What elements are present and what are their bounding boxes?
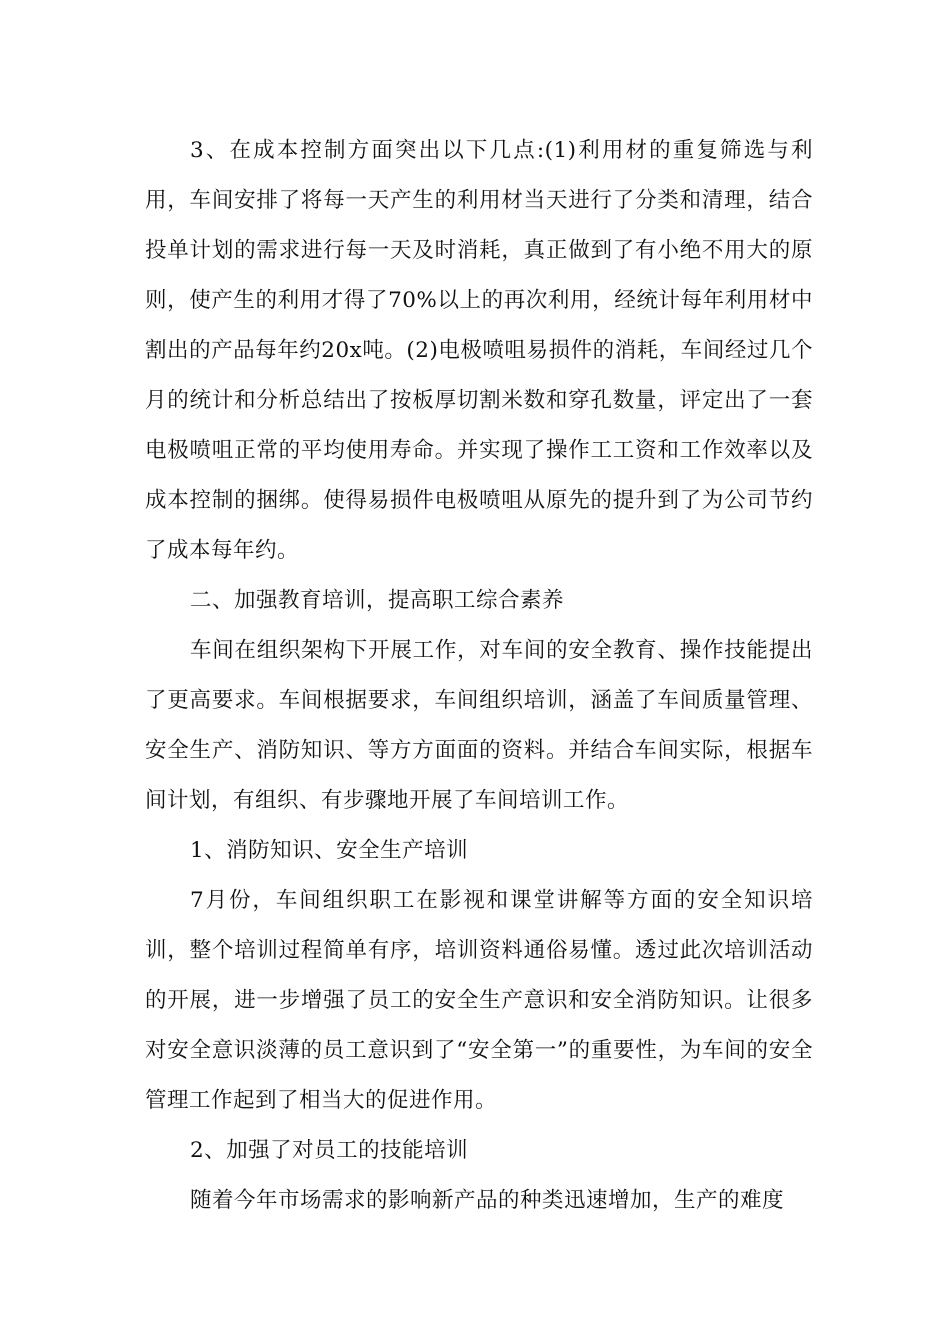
document-body — [145, 126, 813, 1226]
section-heading-training: 二、加强教育培训，提高职工综合素养 — [190, 588, 565, 613]
paragraph-skills-training: 随着今年市场需求的影响新产品的种类迅速增加，生产的难度 — [190, 1188, 785, 1213]
paragraph-cost-control: 3、在成本控制方面突出以下几点:(1)利用材的重复筛选与利用，车间安排了将每一天产生的利用材当天进行了分类和清理，结合投单计划的需求进行每一天及时消耗，真正做到了有小绝不用大的原则，使产生的利用才得了70%以上的再次利用，经统计每年利用材中割出的产品每年约20x吨。(2)电极喷咀易损件的消耗，车间经过几个月的统计和分析总结出了按板厚切割米数和穿孔数量，评定出了一套电极喷咀正常的平均使用寿命。并实现了操作工工资和工作效率以及成本控制的捆绑。使得易损件电极喷咀从原先的提升到了为公司节约了成本每年约。 — [145, 138, 813, 563]
paragraph-training-overview: 车间在组织架构下开展工作，对车间的安全教育、操作技能提出了更高要求。车间根据要求，车间组织培训，涵盖了车间质量管理、安全生产、消防知识、等方方面面的资料。并结合车间实际，根据车间计划，有组织、有步骤地开展了车间培训工作。 — [145, 638, 813, 813]
subheading-skills-training: 2、加强了对员工的技能培训 — [190, 1138, 469, 1163]
subheading-fire-safety-training: 1、消防知识、安全生产培训 — [190, 838, 469, 863]
paragraph-fire-safety-training: 7月份，车间组织职工在影视和课堂讲解等方面的安全知识培训，整个培训过程简单有序，培训资料通俗易懂。透过此次培训活动的开展，进一步增强了员工的安全生产意识和安全消防知识。让很多对安全意识淡薄的员工意识到了“安全第一”的重要性，为车间的安全管理工作起到了相当大的促进作用。 — [145, 888, 813, 1113]
